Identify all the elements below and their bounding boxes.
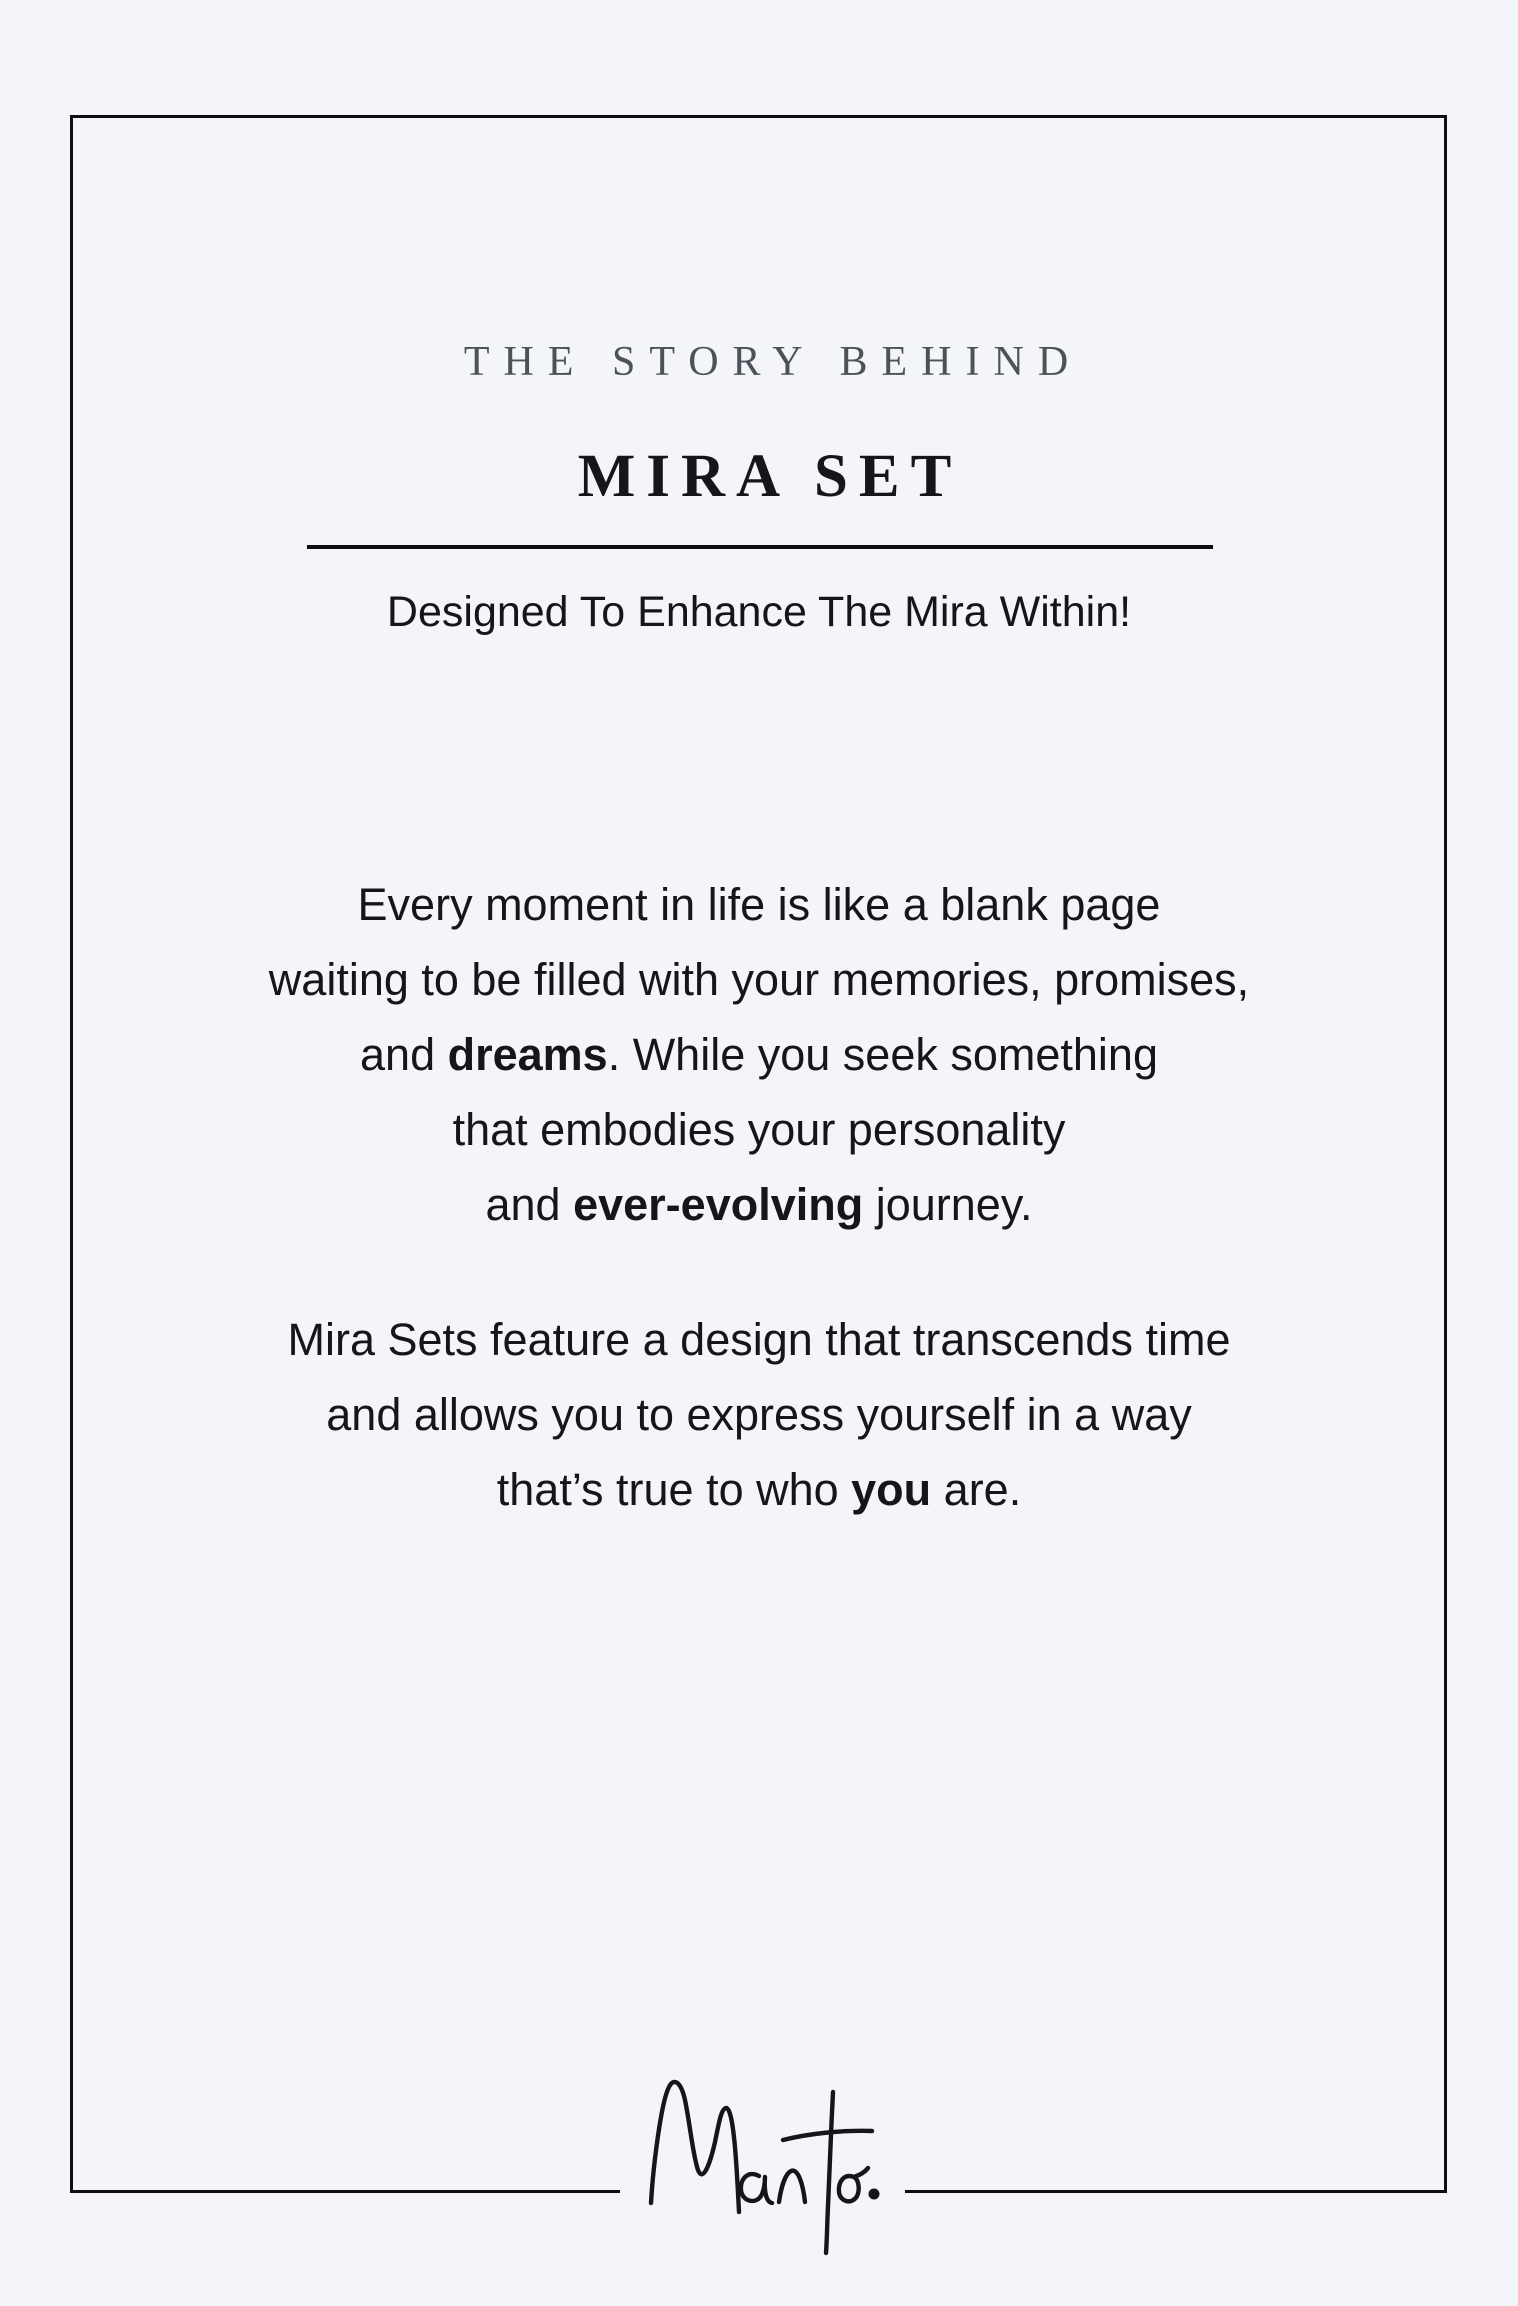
story-line bbox=[0, 1302, 1518, 1377]
story-text: and bbox=[485, 1179, 574, 1230]
emphasized-word: you bbox=[851, 1464, 932, 1515]
card-border-bottom-left bbox=[70, 2190, 620, 2193]
story-text: journey. bbox=[863, 1179, 1033, 1230]
story-text: that’s true to who bbox=[496, 1464, 852, 1515]
story-line bbox=[0, 1017, 1518, 1092]
title-divider bbox=[307, 545, 1213, 549]
story-text: that embodies your personality bbox=[452, 1104, 1066, 1155]
story-text: waiting to be filled with your memories, promises, bbox=[268, 954, 1250, 1005]
story-line bbox=[0, 942, 1518, 1017]
manto-logo-signature bbox=[635, 2060, 895, 2270]
logo-letter-a bbox=[741, 2174, 772, 2203]
story-text: and bbox=[360, 1029, 448, 1080]
logo-letter-o bbox=[839, 2168, 868, 2201]
story-text: . While you seek something bbox=[607, 1029, 1158, 1080]
card-border-top bbox=[70, 115, 1447, 118]
story-text: Mira Sets feature a design that transcends time bbox=[287, 1314, 1231, 1365]
story-line bbox=[0, 1092, 1518, 1167]
card-border-bottom-right bbox=[905, 2190, 1447, 2193]
story-paragraph bbox=[0, 1302, 1518, 1527]
emphasized-word: dreams bbox=[447, 1029, 608, 1080]
product-tagline: Designed To Enhance The Mira Within! bbox=[386, 588, 1132, 636]
story-line bbox=[0, 1377, 1518, 1452]
story-line bbox=[0, 1167, 1518, 1242]
logo-letter-t-stem bbox=[826, 2092, 833, 2253]
story-text: and allows you to express yourself in a way bbox=[326, 1389, 1192, 1440]
logo-letter-t-bar bbox=[783, 2131, 872, 2140]
product-title: MIRA SET bbox=[577, 443, 963, 510]
story-line bbox=[0, 867, 1518, 942]
story-text: are. bbox=[931, 1464, 1022, 1515]
brand-name-text bbox=[0, 0, 1, 1]
logo-period-dot bbox=[869, 2189, 880, 2200]
emphasized-word: ever-evolving bbox=[573, 1179, 864, 1230]
story-line bbox=[0, 1452, 1518, 1527]
story-text: Every moment in life is like a blank page bbox=[357, 879, 1161, 930]
story-paragraph bbox=[0, 867, 1518, 1242]
story-paragraphs bbox=[0, 867, 1518, 1527]
story-eyebrow: THE STORY BEHIND bbox=[463, 339, 1083, 385]
logo-letter-n bbox=[779, 2171, 805, 2202]
logo-letter-m bbox=[651, 2082, 739, 2212]
